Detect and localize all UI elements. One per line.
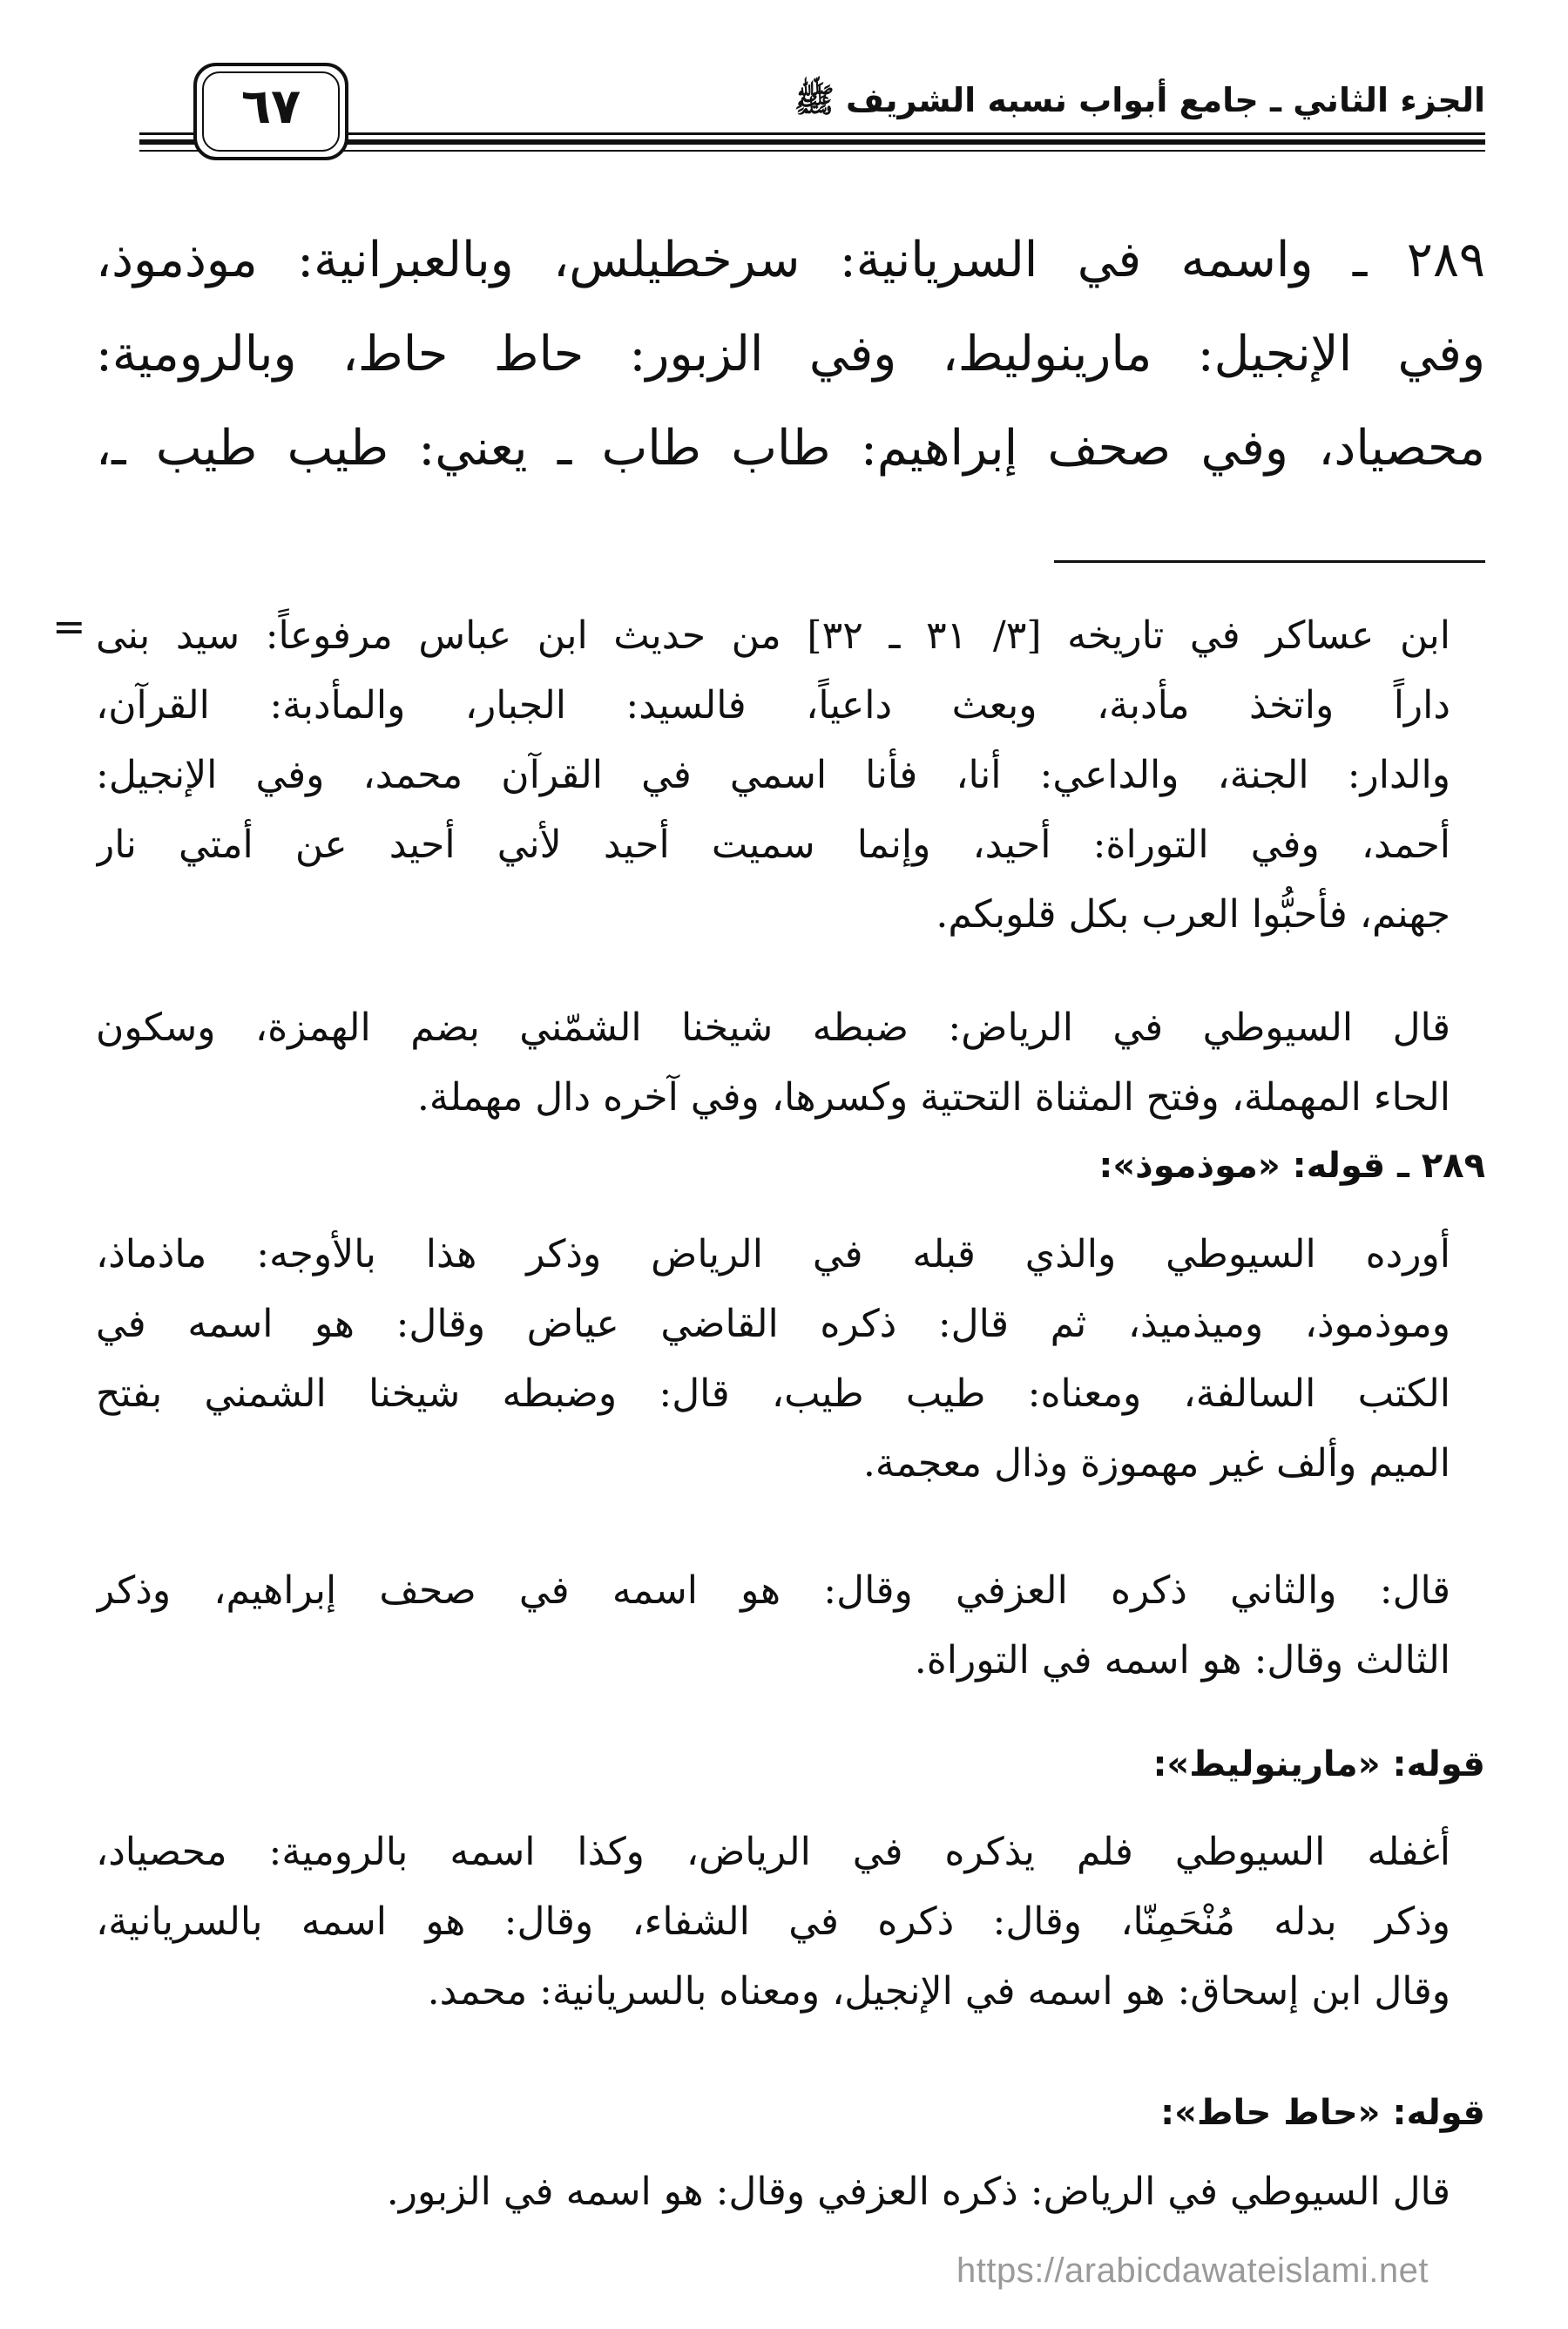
footnote-paragraph: [96, 1220, 1450, 1499]
footnote-line: والدار: الجنة، والداعي: أنا، فأنا اسمي في القرآن محمد، وفي الإنجيل:: [96, 753, 1450, 797]
footnote-line: قال السيوطي في الرياض: ضبطه شيخنا الشمّني بضم الهمزة، وسكون: [96, 1005, 1450, 1050]
footnote-line: قال السيوطي في الرياض: ذكره العزفي وقال: هو اسمه في الزبور.: [386, 2170, 1450, 2214]
main-text-line: وفي الإنجيل: مارينوليط، وفي الزبور: حاط حاط، وبالرومية:: [96, 326, 1485, 383]
note-heading: قوله: «مارينوليط»:: [1152, 1744, 1485, 1784]
footnote-line: الثالث وقال: هو اسمه في التوراة.: [914, 1638, 1450, 1682]
watermark-url: https://arabicdawateislami.net: [956, 2251, 1429, 2290]
footnote-paragraph: [96, 1556, 1450, 1696]
footnote-paragraph: [96, 2157, 1450, 2227]
page-number-frame: [193, 63, 348, 160]
footnote-line: الحاء المهملة، وفتح المثناة التحتية وكسرها، وفي آخره دال مهملة.: [416, 1075, 1450, 1120]
footnote-line: ابن عساكر في تاريخه [٣/ ٣١ ـ ٣٢] من حديث ابن عباس مرفوعاً: سيد بنى: [96, 613, 1450, 658]
footnote-line: وذكر بدله مُنْحَمِنّا، وقال: ذكره في الشفاء، وقال: هو اسمه بالسريانية،: [96, 1899, 1450, 1944]
main-text: [96, 213, 1485, 496]
footnote-paragraph: [96, 1818, 1450, 2027]
footnote-separator: [1054, 560, 1485, 563]
footnote-line: جهنم، فأحبُّوا العرب بكل قلوبكم.: [936, 892, 1450, 937]
footnote-line: وموذموذ، وميذميذ، ثم قال: ذكره القاضي عياض وقال: هو اسمه في: [96, 1302, 1450, 1346]
footnote-line: الميم وألف غير مهموزة وذال معجمة.: [862, 1441, 1450, 1486]
note-heading: قوله: «حاط حاط»:: [1160, 2093, 1485, 2133]
main-text-line: ٢٨٩ ـ واسمه في السريانية: سرخطيلس، وبالعبرانية: موذموذ،: [96, 232, 1485, 288]
footnote-line: أحمد، وفي التوراة: أحيد، وإنما سميت أحيد لأني أحيد عن أمتي نار: [96, 823, 1450, 867]
page-number: ٦٧: [240, 78, 301, 135]
running-title: الجزء الثاني ـ جامع أبواب نسبه الشريف ﷺ: [794, 81, 1485, 119]
footnote-paragraph: [96, 993, 1450, 1133]
footnote-continuation-mark: =: [52, 603, 86, 650]
footnote-line: وقال ابن إسحاق: هو اسمه في الإنجيل، ومعناه بالسريانية: محمد.: [427, 1969, 1450, 2014]
note-heading: ٢٨٩ ـ قوله: «موذموذ»:: [1098, 1146, 1485, 1186]
footnote-line: قال: والثاني ذكره العزفي وقال: هو اسمه في صحف إبراهيم، وذكر: [96, 1568, 1450, 1613]
footnote-paragraph: [96, 601, 1450, 950]
footnote-line: داراً واتخذ مأدبة، وبعث داعياً، فالسيد: الجبار، والمأدبة: القرآن،: [96, 683, 1450, 728]
footnote-line: الكتب السالفة، ومعناه: طيب طيب، قال: وضبطه شيخنا الشمني بفتح: [96, 1371, 1450, 1416]
footnote-line: أغفله السيوطي فلم يذكره في الرياض، وكذا اسمه بالرومية: محصياد،: [96, 1830, 1450, 1874]
main-text-line: محصياد، وفي صحف إبراهيم: طاب طاب ـ يعني: طيب طيب ـ،: [96, 420, 1485, 477]
footnote-line: أورده السيوطي والذي قبله في الرياض وذكر هذا بالأوجه: ماذماذ،: [96, 1232, 1450, 1276]
